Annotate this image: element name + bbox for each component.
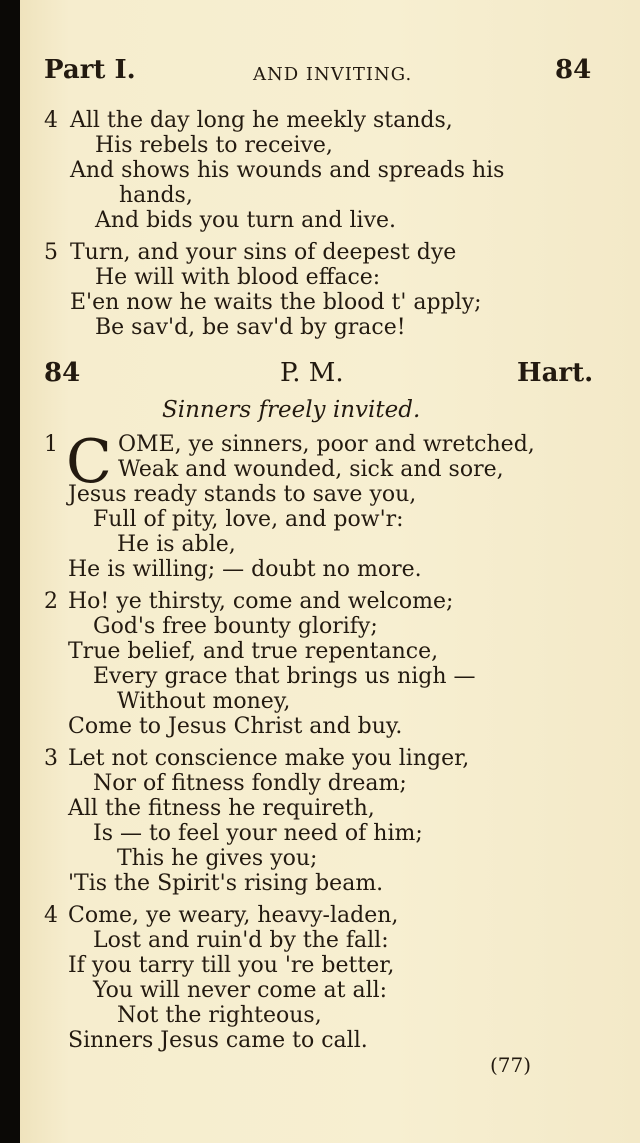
verse-line: OME, ye sinners, poor and wretched, <box>118 432 535 457</box>
verse-line: Weak and wounded, sick and sore, <box>118 457 504 482</box>
verse-number: 4 <box>44 108 58 133</box>
verse-number: 3 <box>44 746 58 771</box>
verse-number: 2 <box>44 589 58 614</box>
verse-line: You will never come at all: <box>93 978 388 1003</box>
verse-line: E'en now he waits the blood t' apply; <box>70 290 482 315</box>
hymn-number: 84 <box>44 358 81 388</box>
verse-line: And shows his wounds and spreads his <box>70 158 505 183</box>
verse-line: All the day long he meekly stands, <box>70 108 453 133</box>
verse-line: His rebels to receive, <box>95 133 333 158</box>
verse-line: All the fitness he requireth, <box>68 796 375 821</box>
signature-mark: (77) <box>490 1053 532 1077</box>
verse-line: If you tarry till you 're better, <box>68 953 395 978</box>
verse-number: 1 <box>44 432 58 457</box>
running-title: AND INVITING. <box>253 64 413 85</box>
verse-line: Let not conscience make you linger, <box>68 746 470 771</box>
part-label: Part I. <box>44 55 136 85</box>
verse-line: Come to Jesus Christ and buy. <box>68 714 403 739</box>
verse-line: Come, ye weary, heavy-laden, <box>68 903 399 928</box>
verse-number: 4 <box>44 903 58 928</box>
verse-line: Ho! ye thirsty, come and welcome; <box>68 589 454 614</box>
verse-line: He is able, <box>117 532 236 557</box>
verse-line: Full of pity, love, and pow'r: <box>93 507 404 532</box>
verse-line: Lost and ruin'd by the fall: <box>93 928 389 953</box>
verse-line: Sinners Jesus came to call. <box>68 1028 368 1053</box>
verse-line: Jesus ready stands to save you, <box>68 482 417 507</box>
page-number: 84 <box>555 55 592 85</box>
verse-number: 5 <box>44 240 58 265</box>
verse-line: Nor of fitness fondly dream; <box>93 771 407 796</box>
verse-line: God's free bounty glorify; <box>93 614 378 639</box>
verse-line: He is willing; — doubt no more. <box>68 557 422 582</box>
verse-line: Not the righteous, <box>117 1003 322 1028</box>
verse-line: Turn, and your sins of deepest dye <box>70 240 457 265</box>
verse-line: And bids you turn and live. <box>95 208 397 233</box>
hymn-title: Sinners freely invited. <box>162 397 421 423</box>
hymn-meter: P. M. <box>280 358 344 388</box>
verse-line: Without money, <box>117 689 291 714</box>
verse-line: This he gives you; <box>117 846 318 871</box>
verse-line: He will with blood efface: <box>95 265 381 290</box>
verse-line: hands, <box>119 183 193 208</box>
verse-line: Be sav'd, be sav'd by grace! <box>95 315 406 340</box>
hymn-tune: Hart. <box>517 358 594 388</box>
verse-line: Every grace that brings us nigh — <box>93 664 476 689</box>
book-spine-shadow <box>0 0 20 1143</box>
verse-line: Is — to feel your need of him; <box>93 821 423 846</box>
drop-cap: C <box>66 427 112 497</box>
verse-line: 'Tis the Spirit's rising beam. <box>68 871 384 896</box>
verse-line: True belief, and true repentance, <box>68 639 439 664</box>
